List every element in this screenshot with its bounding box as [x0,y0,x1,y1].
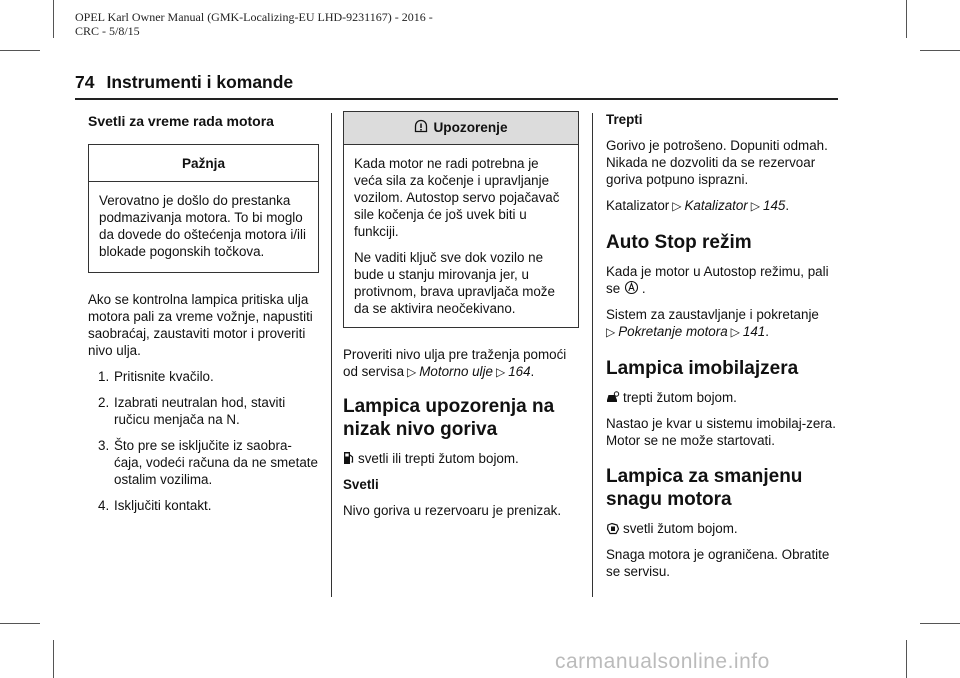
chapter-title: Instrumenti i komande [106,72,294,92]
warning-title-bar [344,112,578,145]
crop-mark [906,640,907,678]
reference-arrow-icon: ▷ [750,199,760,213]
warning-icon [414,119,428,137]
page-heading [75,72,293,93]
reduced-power-icon [606,522,620,535]
crop-mark [53,0,54,38]
steps-list [88,368,319,514]
warning-title: Upozorenje [433,120,508,135]
trepti-label: Trepti [606,112,643,127]
section-heading-engine-oil: Svetli za vreme rada motora [88,113,274,129]
reduced-power-indicator-line: svetli žutom bojom. [606,520,842,537]
crop-mark [906,0,907,38]
warning-paragraph: Kada motor ne radi potrebna je veća sila za kočenje i upravljanje vozilom. Autostop servo pojačavač sile kočenja će još uvek biti u funkciji. [354,156,560,240]
restart-reference: Sistem za zaustavljanje i pokretanje ▷ Pokretanje motora ▷ 141. [606,307,819,339]
column-2 [343,111,579,528]
page-reference[interactable]: 141 [742,324,766,339]
meta-line-1: OPEL Karl Owner Manual (GMK-Localizing-EU LHD-9231167) - 2016 - [75,10,433,24]
link-catalyst[interactable]: Katalizator [684,198,748,213]
reference-arrow-icon: ▷ [606,325,616,339]
svetli-label: Svetli [343,477,379,493]
reference-arrow-icon: ▷ [407,365,417,380]
watermark: carmanualsonline.info [555,650,770,673]
caution-title: Pažnja [89,145,318,182]
column-divider [592,113,593,597]
reduced-power-text: Snaga motora je ograničena. Obratite se servisu. [606,547,830,579]
list-item: 2. Izabrati neutralan hod, staviti ručicu menjača na N. [98,395,286,427]
section-heading-immobilizer: Lampica imobilajzera [606,358,799,379]
list-item: 1. Pritisnite kvačilo. [98,369,214,384]
crop-mark [0,623,40,624]
meta-line-2: CRC - 5/8/15 [75,24,140,38]
crop-mark [920,623,960,624]
immobilizer-text: Nastao je kvar u sistemu imobilaj-zera. Motor se ne može startovati. [606,416,836,448]
reference-arrow-icon: ▷ [495,365,506,380]
warning-paragraph: Ne vaditi ključ sve dok vozilo ne bude u stanju mirovanja jer, u protivnom, brava upravljača može da se aktivira neočekivano. [354,250,555,317]
crop-mark [920,50,960,51]
oil-intro-text: Ako se kontrolna lampica pritiska ulja motora pali za vreme vožnje, napustiti saobraćaj, zaustaviti motor i proveriti nivo ulja. [88,292,313,358]
page-number: 74 [75,72,95,92]
link-engine-start[interactable]: Pokretanje motora [618,324,728,339]
column-divider [331,113,332,597]
fuel-pump-icon [343,451,355,464]
caution-text: Verovatno je došlo do prestanka podmazivanja motora. To bi moglo da dovede do oštećenja motora i/ili blokade pogonskih točkova. [99,193,306,259]
section-heading-fuel: Lampica upozorenja na nizak nivo goriva [343,396,555,441]
trepti-text: Gorivo je potrošeno. Dopuniti odmah. Nikada ne dozvoliti da se rezervoar goriva potpuno isprazni. [606,138,828,187]
page-reference[interactable]: 164 [508,364,531,380]
warning-body [344,145,578,327]
crop-mark [0,50,40,51]
immobilizer-icon [606,391,620,404]
page-reference[interactable]: 145 [763,198,786,213]
fuel-indicator-line: svetli ili trepti žutom bojom. [343,450,579,467]
oil-check-text: Proveriti nivo ulja pre traženja pomoći od servisa ▷ Motorno ulje ▷ 164. [343,347,567,380]
immobilizer-indicator-line: trepti žutom bojom. [606,389,842,406]
reference-arrow-icon: ▷ [672,199,682,213]
svetli-text: Nivo goriva u rezervoaru je prenizak. [343,503,562,519]
heading-rule [75,98,838,100]
autostop-text: Kada je motor u Autostop režimu, pali se . [606,264,829,296]
reference-arrow-icon: ▷ [730,325,740,339]
document-meta [75,10,433,38]
autostop-icon [624,280,639,295]
crop-mark [53,640,54,678]
column-1 [88,111,319,523]
section-heading-reduced-power: Lampica za smanjenu snagu motora [606,466,803,510]
caution-box [88,144,319,273]
list-item: 3. Što pre se isključite iz saobra-ćaja, vodeći računa da ne smetate ostalim vozilima. [98,438,318,487]
section-heading-autostop: Auto Stop režim [606,232,752,253]
catalyst-reference: Katalizator ▷ Katalizator ▷ 145. [606,198,790,213]
column-3 [606,111,842,589]
link-motor-oil[interactable]: Motorno ulje [419,364,493,380]
warning-box [343,111,579,328]
list-item: 4. Isključiti kontakt. [98,498,212,513]
